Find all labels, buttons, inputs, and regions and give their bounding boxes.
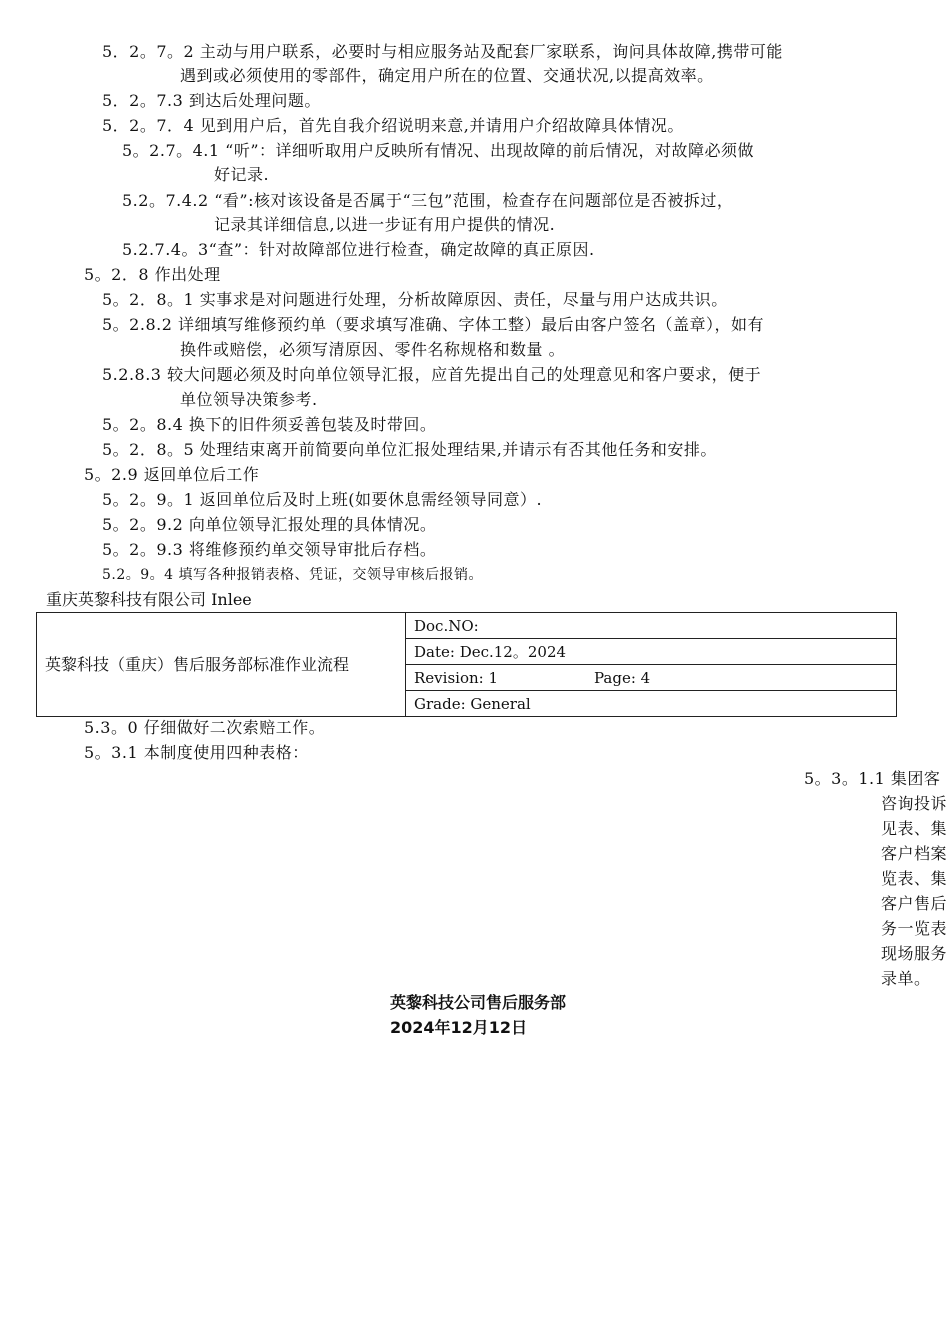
forms-list-line: 览表、集 — [881, 869, 948, 888]
clause-5-2-9-1: 5。2。9。1 返回单位后及时上班(如要休息需经领导同意）. — [102, 490, 543, 509]
forms-list-line: 现场服务 — [881, 944, 948, 963]
clause-5-2-9-3: 5。2。9.3 将维修预约单交领导审批后存档。 — [102, 540, 437, 559]
revision-page-cell — [406, 665, 897, 691]
signature-department: 英黎科技公司售后服务部 — [390, 993, 567, 1012]
date-cell: Date: Dec.12。2024 — [406, 639, 897, 665]
clause-5-2-7-4-2-cont: 记录其详细信息,以进一步证有用户提供的情况. — [214, 215, 556, 234]
forms-list-line: 录单。 — [881, 969, 931, 988]
forms-list-line: 务一览表 — [881, 919, 948, 938]
revision-value: Revision: 1 — [414, 668, 498, 687]
clause-5-2-9: 5。2.9 返回单位后工作 — [84, 465, 260, 484]
clause-5-2-8-2-cont: 换件或赔偿，必须写清原因、零件名称规格和数量 。 — [180, 340, 566, 359]
page-value: Page: 4 — [594, 668, 651, 687]
clause-5-2-8-5: 5。2．8。5 处理结束离开前简要向单位汇报处理结果,并请示有否其他任务和安排。 — [102, 440, 717, 459]
clause-5-2-7-4: 5．2。7．4 见到用户后，首先自我介绍说明来意,并请用户介绍故障具体情况。 — [102, 116, 684, 135]
forms-list-line: 客户档案 — [881, 844, 948, 863]
clause-5-2-8: 5。2．8 作出处理 — [84, 265, 221, 284]
clause-5-2-7-4-2: 5.2。7.4.2 “看”:核对该设备是否属于“三包”范围，检查存在问题部位是否被拆过， — [122, 191, 734, 210]
forms-list-line: 客户售后 — [881, 894, 948, 913]
clause-5-2-8-2: 5。2.8.2 详细填写维修预约单（要求填写准确、字体工整）最后由客户签名（盖章），如有 — [102, 315, 764, 334]
clause-5-2-8-3: 5.2.8.3 较大问题必须及时向单位领导汇报，应首先提出自己的处理意见和客户要求，便于 — [102, 365, 762, 384]
forms-list-line: 咨询投诉 — [881, 794, 948, 813]
clause-5-2-7-2: 5．2。7。2 主动与用户联系，必要时与相应服务站及配套厂家联系，询问具体故障,携带可能 — [102, 42, 783, 61]
signature-date: 2024年12月12日 — [390, 1018, 528, 1037]
document-header-table — [36, 612, 897, 717]
clause-5-2-7-4-3: 5.2.7.4。3“查”：针对故障部位进行检查，确定故障的真正原因. — [122, 240, 595, 259]
forms-list-line: 见表、集 — [881, 819, 948, 838]
company-name: 重庆英黎科技有限公司 Inlee — [46, 590, 252, 609]
clause-5-3-1: 5。3.1 本制度使用四种表格： — [84, 743, 309, 762]
clause-5-2-9-4: 5.2。9。4 填写各种报销表格、凭证，交领导审核后报销。 — [102, 567, 484, 583]
grade-cell: Grade: General — [406, 691, 897, 717]
clause-5-2-7-2-cont: 遇到或必须使用的零部件，确定用户所在的位置、交通状况,以提高效率。 — [180, 66, 714, 85]
clause-5-2-8-4: 5。2。8.4 换下的旧件须妥善包装及时带回。 — [102, 415, 437, 434]
clause-5-2-8-1: 5。2．8。1 实事求是对问题进行处理，分析故障原因、责任，尽量与用户达成共识。 — [102, 290, 728, 309]
clause-5-2-7-3: 5．2。7.3 到达后处理问题。 — [102, 91, 321, 110]
clause-5-2-8-3-cont: 单位领导决策参考. — [180, 390, 318, 409]
clause-5-3-0: 5.3。0 仔细做好二次索赔工作。 — [84, 718, 326, 737]
clause-5-2-7-4-1-cont: 好记录. — [214, 165, 270, 184]
document-title: 英黎科技（重庆）售后服务部标准作业流程 — [37, 613, 406, 717]
doc-no-cell: Doc.NO: — [406, 613, 897, 639]
clause-5-3-1-1: 5。3。1.1 集团客 — [804, 769, 941, 788]
clause-5-2-9-2: 5。2。9.2 向单位领导汇报处理的具体情况。 — [102, 515, 437, 534]
clause-5-2-7-4-1: 5。2.7。4.1 “听”：详细听取用户反映所有情况、出现故障的前后情况，对故障必须做 — [122, 141, 755, 160]
